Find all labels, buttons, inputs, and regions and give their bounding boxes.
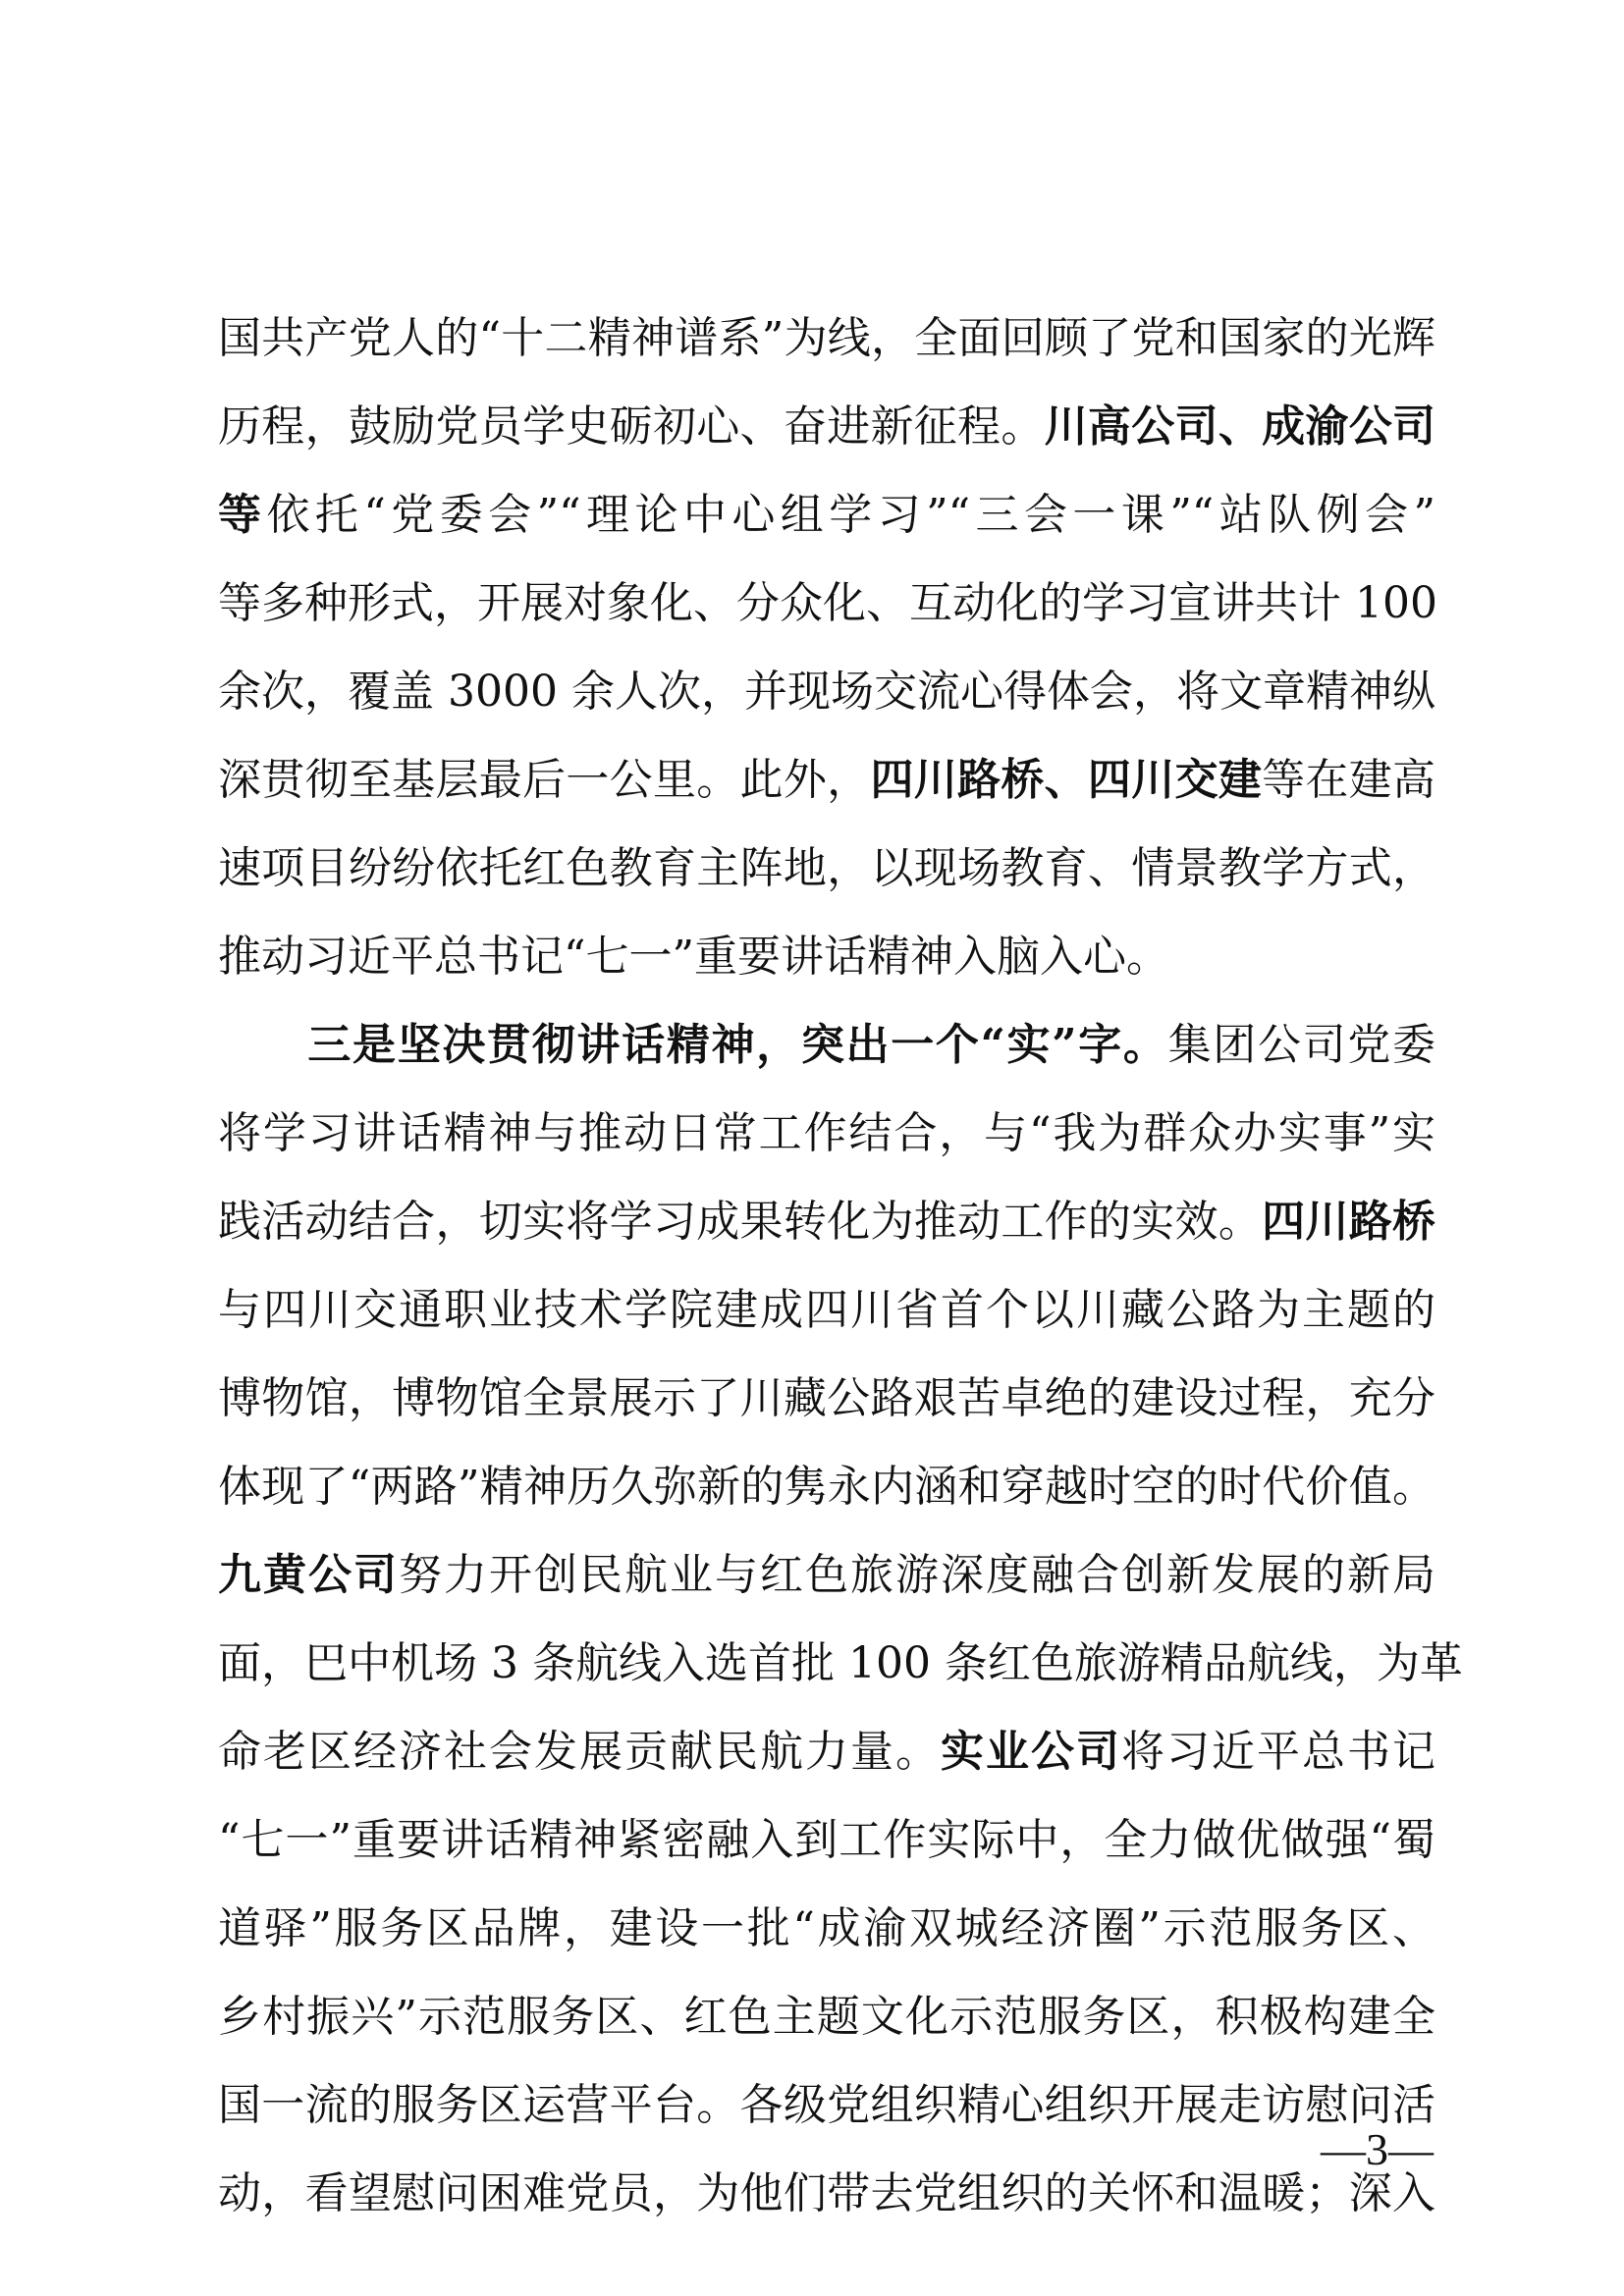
- bold-text-run: 四川路桥: [1262, 1197, 1435, 1247]
- text-run: 速项目纷纷依托红色教育主阵地，以现场教育、情景教学方式，: [218, 843, 1435, 893]
- text-run: 等多种形式，开展对象化、分众化、互动化的学习宣讲共计 100: [218, 578, 1437, 628]
- text-run: 将习近平总书记: [1121, 1727, 1435, 1777]
- text-line: [218, 648, 1435, 736]
- text-run: 深贯彻至基层最后一公里。此外，: [218, 755, 871, 805]
- text-run: 历程，鼓励党员学史砺初心、奋进新征程。: [218, 401, 1045, 452]
- text-line: [218, 913, 1435, 1001]
- bold-text-run: 四川路桥、四川交建: [870, 755, 1263, 805]
- text-line: [218, 2150, 1435, 2238]
- text-line: [218, 1443, 1435, 1531]
- bold-text-run: 川高公司、成渝公司: [1044, 401, 1436, 452]
- text-line: [218, 1885, 1435, 1973]
- text-line: [218, 825, 1435, 913]
- text-line: [218, 1266, 1435, 1355]
- text-run: 努力开创民航业与红色旅游深度融合创新发展的新局: [399, 1550, 1435, 1600]
- text-run: 余次，覆盖 3000 余人次，并现场交流心得体会，将文章精神纵: [218, 667, 1435, 717]
- text-line: [218, 1090, 1435, 1178]
- text-line: [218, 736, 1435, 825]
- text-run: 命老区经济社会发展贡献民航力量。: [218, 1727, 941, 1777]
- text-line: [218, 471, 1435, 560]
- text-run: 乡村振兴”示范服务区、红色主题文化示范服务区，积极构建全: [218, 1992, 1435, 2042]
- text-run: 体现了“两路”精神历久弥新的隽永内涵和穿越时空的时代价值。: [218, 1462, 1435, 1512]
- section-heading-run: 三是坚决贯彻讲话精神，突出一个“实”字。: [218, 1020, 1168, 1070]
- text-line: [218, 1178, 1435, 1266]
- text-run: 国一流的服务区运营平台。各级党组织精心组织开展走访慰问活: [218, 2080, 1435, 2130]
- text-line: [218, 1708, 1435, 1796]
- text-run: 践活动结合，切实将学习成果转化为推动工作的实效。: [218, 1197, 1263, 1247]
- text-run: 博物馆，博物馆全景展示了川藏公路艰苦卓绝的建设过程，充分: [218, 1373, 1435, 1423]
- text-run: 等在建高: [1262, 755, 1436, 805]
- document-body: [218, 294, 1463, 2238]
- text-run: 动，看望慰问困难党员，为他们带去党组织的关怀和温暖；深入: [218, 2168, 1435, 2218]
- text-line: [218, 1001, 1435, 1090]
- text-line: [218, 560, 1435, 648]
- text-line: [218, 1531, 1435, 1620]
- bold-text-run: 实业公司: [941, 1727, 1121, 1777]
- text-run: 面，巴中机场 3 条航线入选首批 100 条红色旅游精品航线，为革: [218, 1638, 1463, 1688]
- text-run: 将学习讲话精神与推动日常工作结合，与“我为群众办实事”实: [218, 1108, 1435, 1158]
- text-line: [218, 294, 1435, 383]
- page-number: —3—: [1321, 2124, 1434, 2174]
- text-line: [218, 1796, 1435, 1885]
- text-run: 依托“党委会”“理论中心组学习”“三会一课”“站队例会”: [266, 490, 1436, 540]
- text-line: [218, 383, 1435, 471]
- text-run: 道驿”服务区品牌，建设一批“成渝双城经济圈”示范服务区、: [218, 1903, 1435, 1953]
- text-line: [218, 1355, 1435, 1443]
- text-run: 集团公司党委: [1167, 1020, 1435, 1070]
- bold-text-run: 等: [218, 490, 267, 540]
- text-line: [218, 2061, 1435, 2150]
- text-line: [218, 1620, 1463, 1708]
- text-line: [218, 1973, 1435, 2061]
- paragraph-2: [218, 1001, 1463, 2238]
- text-run: 与四川交通职业技术学院建成四川省首个以川藏公路为主题的: [218, 1285, 1435, 1335]
- text-run: 推动习近平总书记“七一”重要讲话精神入脑入心。: [218, 932, 1169, 982]
- paragraph-1: [218, 294, 1435, 1001]
- bold-text-run: 九黄公司: [218, 1550, 399, 1600]
- text-run: 国共产党人的“十二精神谱系”为线，全面回顾了党和国家的光辉: [218, 313, 1435, 363]
- text-run: “七一”重要讲话精神紧密融入到工作实际中，全力做优做强“蜀: [218, 1815, 1435, 1865]
